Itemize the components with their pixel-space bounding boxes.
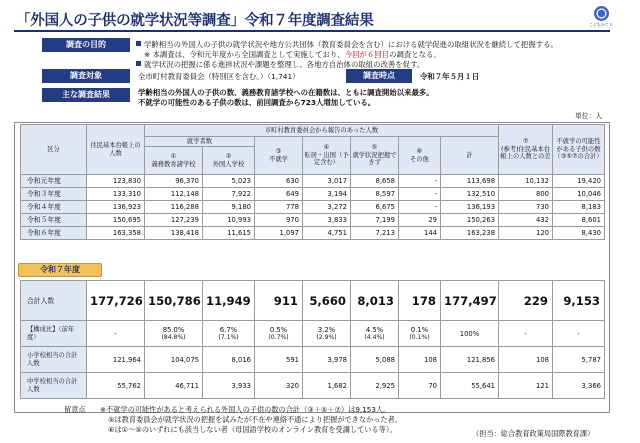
cell-resident: 136,923 — [87, 201, 145, 214]
total-row-label: 合計人数 — [21, 281, 87, 321]
cell-resident: 123,830 — [87, 175, 145, 188]
note-1: ※不就学の可能性があると考えられる外国人の子供の数の合計（③＋⑤＋⑦）は9,153人。 — [100, 405, 391, 414]
cell-c7: 730 — [499, 201, 553, 214]
cell-c6: - — [399, 188, 441, 201]
page-title: 「外国人の子供の就学状況等調査」令和７年度調査結果 — [16, 13, 374, 29]
cell-c7: 432 — [499, 214, 553, 227]
table-row — [21, 175, 605, 188]
ratio-row-label: 【構成比】（前年度） — [21, 321, 87, 347]
junior-high-row — [21, 373, 605, 399]
jhs-total: 55,641 — [441, 373, 499, 399]
jhs-c4: 1,682 — [303, 373, 351, 399]
cell-c2: 11,615 — [203, 227, 255, 240]
survey-date-value: 令和７年５月１日 — [420, 72, 480, 81]
cell-c3: 1,097 — [255, 227, 303, 240]
source-note: （担当：総合教育政策局国際教育課） — [472, 429, 595, 438]
table-row — [21, 214, 605, 227]
title-divider — [14, 30, 610, 32]
jhs-resident: 55,762 — [87, 373, 145, 399]
elem-c5: 5,088 — [351, 347, 399, 373]
current-year-badge: 令和７年度 — [18, 263, 102, 277]
cell-total: 132,510 — [441, 188, 499, 201]
cell-possible: 8,430 — [553, 227, 605, 240]
elem-possible: 5,787 — [553, 347, 605, 373]
row-year: 令和元年度 — [21, 175, 87, 188]
header-col7: ⑦ (参考)住民基本台帳上の人数との差 — [499, 125, 553, 175]
purpose-text-1: 学齢相当の外国人の子供の就学状況や地方公共団体（教育委員会を含む）における就学促進の取組状況を継続して把握する。 — [144, 40, 558, 49]
cell-c7: 10,132 — [499, 175, 553, 188]
total-c4: 5,660 — [303, 281, 351, 321]
row-year: 令和４年度 — [21, 201, 87, 214]
total-c3: 911 — [255, 281, 303, 321]
ratio-possible: - — [553, 321, 605, 347]
elem-resident: 121,964 — [87, 347, 145, 373]
cell-possible: 8,601 — [553, 214, 605, 227]
purpose-note — [144, 50, 441, 59]
total-c6: 178 — [399, 281, 441, 321]
cell-c5: 7,199 — [351, 214, 399, 227]
jhs-c3: 320 — [255, 373, 303, 399]
elementary-row — [21, 347, 605, 373]
cell-c4: 3,272 — [303, 201, 351, 214]
cell-c3: 970 — [255, 214, 303, 227]
elementary-row-label: 小学校相当の合計人数 — [21, 347, 87, 373]
cell-possible: 10,046 — [553, 188, 605, 201]
row-year: 令和３年度 — [21, 188, 87, 201]
ratio-c7: - — [499, 321, 553, 347]
header-col4: ④ 転居・出国（予定含む） — [303, 137, 351, 175]
header-reported: 市町村教育委員会から報告のあった人数 — [145, 125, 499, 137]
total-c5: 8,013 — [351, 281, 399, 321]
total-row — [21, 281, 605, 321]
cell-c7: 120 — [499, 227, 553, 240]
elem-c3: 591 — [255, 347, 303, 373]
ratio-c5: 4.5% (4.4%) — [351, 321, 399, 347]
total-c2: 11,949 — [203, 281, 255, 321]
header-col6: ⑥ その他 — [399, 137, 441, 175]
cell-c7: 800 — [499, 188, 553, 201]
cell-c3: 649 — [255, 188, 303, 201]
purpose-label: 調査の目的 — [42, 38, 130, 52]
purpose-note-highlight: 今回が６回目 — [344, 50, 390, 59]
cell-c5: 8,658 — [351, 175, 399, 188]
header-col2: ② 外国人学校 — [203, 147, 255, 175]
total-c1: 150,786 — [145, 281, 203, 321]
cell-c4: 3,017 — [303, 175, 351, 188]
cell-c1: 127,239 — [145, 214, 203, 227]
note-2: ⑤は教育委員会が就学状況の把握を試みたが不在や連絡不通により把握ができなかった者。 — [108, 415, 402, 424]
row-year: 令和６年度 — [21, 227, 87, 240]
ratio-c1: 85.0% (84.8%) — [145, 321, 203, 347]
jhs-c2: 3,933 — [203, 373, 255, 399]
ratio-total: 100% — [441, 321, 499, 347]
unit-label: 単位：人 — [575, 112, 603, 120]
header-category: 区分 — [21, 125, 87, 175]
jhs-c7: 121 — [499, 373, 553, 399]
main-results-label: 主な調査結果 — [42, 88, 130, 102]
total-resident: 177,726 — [87, 281, 145, 321]
elem-c1: 104,075 — [145, 347, 203, 373]
cell-c5: 6,675 — [351, 201, 399, 214]
cell-c1: 112,148 — [145, 188, 203, 201]
elem-c2: 8,016 — [203, 347, 255, 373]
elem-c6: 108 — [399, 347, 441, 373]
header-possible: 不就学の可能性がある子供の数（③⑤⑦の合計） — [553, 125, 605, 175]
cell-c4: 3,833 — [303, 214, 351, 227]
cell-c6: - — [399, 175, 441, 188]
cell-resident: 133,310 — [87, 188, 145, 201]
cell-possible: 8,183 — [553, 201, 605, 214]
main-results-line-2: 不就学の可能性のある子供の数は、前回調査から723人増加している。 — [138, 98, 376, 107]
elem-total: 121,856 — [441, 347, 499, 373]
cell-c3: 630 — [255, 175, 303, 188]
cell-c1: 116,288 — [145, 201, 203, 214]
row-year: 令和５年度 — [21, 214, 87, 227]
jhs-c5: 2,925 — [351, 373, 399, 399]
header-total: 計 — [441, 137, 499, 175]
cell-total: 163,238 — [441, 227, 499, 240]
cell-c2: 9,180 — [203, 201, 255, 214]
purpose-text-2: 就学状況の把握に係る進捗状況や課題を整理し、各地方自治体の取組の改善を促す。 — [144, 60, 425, 69]
table-row — [21, 201, 605, 214]
cell-c5: 8,597 — [351, 188, 399, 201]
purpose-line-1 — [136, 40, 558, 49]
jhs-c1: 46,711 — [145, 373, 203, 399]
main-results-line-1: 学齢相当の外国人の子供の数、義務教育諸学校への在籍数は、ともに調査開始以来最多。 — [138, 88, 434, 97]
logo-emblem-icon — [594, 6, 609, 21]
header-col5: ⑤ 就学状況把握できず — [351, 137, 399, 175]
cell-total: 136,193 — [441, 201, 499, 214]
cell-total: 113,698 — [441, 175, 499, 188]
cell-c2: 7,922 — [203, 188, 255, 201]
header-resident: 住民基本台帳上の人数 — [87, 125, 145, 175]
current-year-table — [20, 280, 605, 399]
ratio-c4: 3.2% (2.9%) — [303, 321, 351, 347]
cell-c6: 29 — [399, 214, 441, 227]
purpose-line-2 — [136, 60, 424, 69]
past-years-table — [20, 124, 605, 240]
ratio-c2: 6.7% (7.1%) — [203, 321, 255, 347]
ratio-resident: - — [87, 321, 145, 347]
header-enrolled: 就学者数 — [145, 137, 255, 147]
total-c7: 229 — [499, 281, 553, 321]
jhs-c6: 70 — [399, 373, 441, 399]
total-total: 177,497 — [441, 281, 499, 321]
jhs-possible: 3,366 — [553, 373, 605, 399]
cell-c4: 3,194 — [303, 188, 351, 201]
total-possible: 9,153 — [553, 281, 605, 321]
cell-c2: 5,023 — [203, 175, 255, 188]
cell-c6: 144 — [399, 227, 441, 240]
ratio-c3: 0.5% (0.7%) — [255, 321, 303, 347]
cell-possible: 19,420 — [553, 175, 605, 188]
header-col3: ③ 不就学 — [255, 137, 303, 175]
ratio-c6: 0.1% (0.1%) — [399, 321, 441, 347]
survey-date-label: 調査時点 — [346, 69, 412, 83]
purpose-note-suffix: の調査となる。 — [389, 50, 441, 59]
cell-c1: 96,370 — [145, 175, 203, 188]
target-value: 全市町村教育委員会（特別区を含む。）（1,741） — [138, 72, 300, 81]
note-3: ⑥は①～⑤のいずれにも該当しない者（母国語学校のオンライン教育を受講している等）。 — [108, 425, 397, 434]
cell-c3: 778 — [255, 201, 303, 214]
ministry-logo — [588, 6, 614, 32]
table-row — [21, 227, 605, 240]
cell-resident: 163,358 — [87, 227, 145, 240]
purpose-note-prefix: ※ 本調査は、令和元年度から全国調査として実施しており、 — [144, 50, 345, 59]
notes-label: 留意点 — [64, 405, 86, 414]
cell-c2: 10,993 — [203, 214, 255, 227]
elem-c7: 108 — [499, 347, 553, 373]
cell-c5: 7,213 — [351, 227, 399, 240]
junior-high-row-label: 中学校相当の合計人数 — [21, 373, 87, 399]
elem-c4: 3,978 — [303, 347, 351, 373]
cell-c6: - — [399, 201, 441, 214]
target-label: 調査対象 — [42, 69, 130, 83]
logo-text: こどもかてら — [589, 22, 613, 27]
cell-c4: 4,751 — [303, 227, 351, 240]
bullet-icon — [136, 61, 141, 66]
cell-resident: 150,695 — [87, 214, 145, 227]
cell-c1: 138,418 — [145, 227, 203, 240]
ratio-row — [21, 321, 605, 347]
table-row — [21, 188, 605, 201]
cell-total: 150,263 — [441, 214, 499, 227]
header-col1: ① 義務教育諸学校 — [145, 147, 203, 175]
bullet-icon — [136, 41, 141, 46]
